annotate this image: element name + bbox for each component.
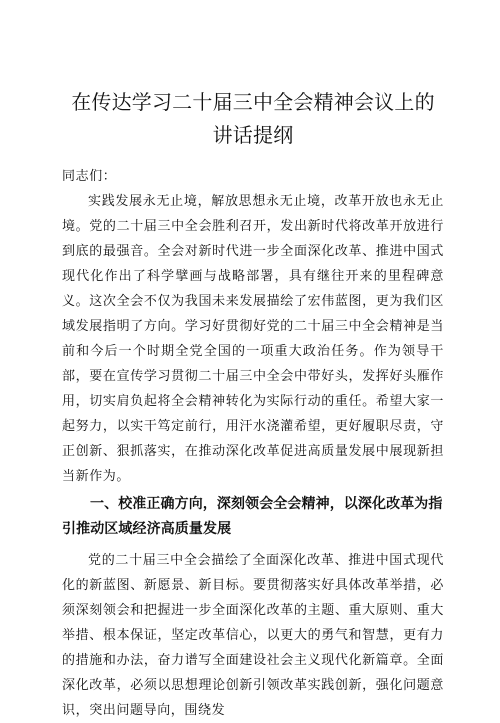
section-paragraph: 党的二十届三中全会描绘了全面深化改革、推进中国式现代化的新蓝图、新愿景、新目标。要贯彻落实好具体改革举措，必须深刻领会和把握进一步全面深化改革的主题、重大原则、重大举措、根本保证，坚定改革信心，以更大的勇气和智慧，更有力的措施和办法，奋力谱写全面建设社会主义现代化新篇章。全面深化改革，必须以思想理论创新引领改革实践创新，强化问题意识，突出问题导向，围绕发 <box>62 553 444 718</box>
salutation: 同志们： <box>62 169 117 184</box>
intro-paragraph: 实践发展永无止境，解放思想永无止境，改革开放也永无止境。党的二十届三中全会胜利召开，发出新时代将改革开放进行到底的最强音。全会对新时代进一步全面深化改革、推进中国式现代化作出了科学擘画与战略部署，具有继往开来的里程碑意义。这次全会不仅为我国未来发展描绘了宏伟蓝图，更为我们区域发展指明了方向。学习好贯彻好党的二十届三中全会精神是当前和今后一个时期全党全国的一项重大政治任务。作为领导干部，要在宣传学习贯彻二十届三中全会中带好头，发挥好头雁作用，切实肩负起将全会精神转化为实际行动的重任。希望大家一起努力，以实干笃定前行，用汗水浇灌希望，更好履职尽责，守正创新、狠抓落实，在推动深化改革促进高质量发展中展现新担当新作为。 <box>62 194 444 484</box>
section-heading: 一、校准正确方向，深刻领会全会精神，以深化改革为指引推动区域经济高质量发展 <box>62 496 443 537</box>
document-title: 在传达学习二十届三中全会精神会议上的讲话提纲 <box>71 90 435 147</box>
